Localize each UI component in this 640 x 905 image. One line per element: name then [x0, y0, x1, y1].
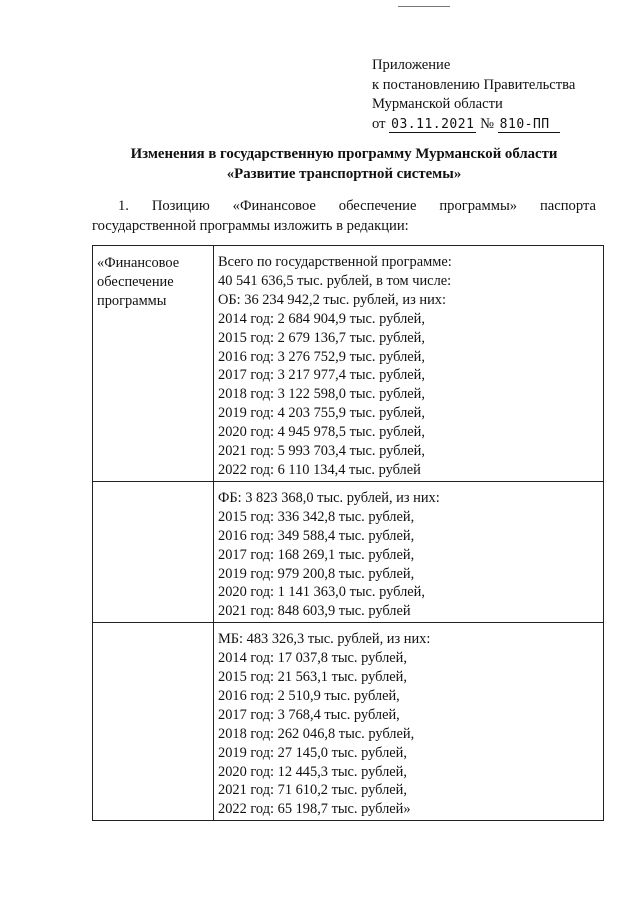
values-list [218, 630, 599, 819]
date-prefix: от [372, 115, 386, 132]
funding-value-line: 40 541 636,5 тыс. рублей, в том числе: [218, 272, 452, 289]
intro-word: обеспечение [338, 198, 417, 214]
regional-budget-cell [214, 246, 604, 482]
funding-value-line: 2019 год: 979 200,8 тыс. рублей, [218, 565, 415, 582]
table-row [93, 246, 604, 482]
funding-value-line: 2021 год: 71 610,2 тыс. рублей, [218, 782, 407, 799]
funding-value-line: 2020 год: 4 945 978,5 тыс. рублей, [218, 424, 425, 441]
label-line: программы [97, 292, 167, 309]
number-prefix: № [480, 115, 495, 132]
funding-value-line: 2015 год: 21 563,1 тыс. рублей, [218, 669, 407, 686]
empty-label-cell [93, 481, 214, 622]
title-line-2: «Развитие транспортной системы» [226, 165, 462, 182]
funding-value-line: 2019 год: 27 145,0 тыс. рублей, [218, 744, 407, 761]
funding-value-line: 2014 год: 2 684 904,9 тыс. рублей, [218, 310, 425, 327]
funding-value-line: МБ: 483 326,3 тыс. рублей, из них: [218, 631, 431, 648]
label-line: «Финансовое [97, 255, 180, 271]
intro-paragraph [92, 197, 596, 236]
municipal-budget-cell [214, 623, 604, 821]
funding-value-line: 2020 год: 12 445,3 тыс. рублей, [218, 763, 407, 780]
table-row [93, 481, 604, 622]
appendix-date-line [372, 115, 622, 135]
funding-value-line: ОБ: 36 234 942,2 тыс. рублей, из них: [218, 291, 446, 308]
table-row [93, 623, 604, 821]
resolution-date: 03.11.2021 [391, 116, 475, 132]
appendix-label: Приложение [372, 57, 451, 73]
appendix-region-line: Мурманской области [372, 96, 503, 112]
appendix-header [372, 56, 622, 134]
funding-value-line: 2016 год: 2 510,9 тыс. рублей, [218, 687, 400, 704]
funding-value-line: 2022 год: 65 198,7 тыс. рублей» [218, 801, 411, 818]
values-list [218, 489, 599, 621]
funding-value-line: 2015 год: 336 342,8 тыс. рублей, [218, 508, 415, 525]
empty-label-cell [93, 623, 214, 821]
intro-word: Позицию [151, 198, 210, 214]
funding-value-line: 2015 год: 2 679 136,7 тыс. рублей, [218, 329, 425, 346]
values-list [218, 253, 599, 480]
funding-value-line: 2017 год: 168 269,1 тыс. рублей, [218, 546, 415, 563]
funding-value-line: 2018 год: 262 046,8 тыс. рублей, [218, 725, 415, 742]
funding-value-line: 2016 год: 349 588,4 тыс. рублей, [218, 527, 415, 544]
intro-line-2: государственной программы изложить в редакции: [92, 217, 409, 234]
federal-budget-cell [214, 481, 604, 622]
intro-word: паспорта [539, 198, 596, 214]
funding-value-line: 2016 год: 3 276 752,9 тыс. рублей, [218, 348, 425, 365]
label-line: обеспечение [97, 273, 174, 290]
funding-label-cell [93, 246, 214, 482]
funding-value-line: 2021 год: 5 993 703,4 тыс. рублей, [218, 443, 425, 460]
funding-value-line: 2019 год: 4 203 755,9 тыс. рублей, [218, 405, 425, 422]
funding-value-line: 2017 год: 3 217 977,4 тыс. рублей, [218, 367, 425, 384]
title-line-1: Изменения в государственную программу Мурманской области [130, 146, 558, 162]
funding-value-line: 2017 год: 3 768,4 тыс. рублей, [218, 706, 400, 723]
funding-value-line: ФБ: 3 823 368,0 тыс. рублей, из них: [218, 489, 440, 506]
intro-word: «Финансовое [232, 198, 316, 214]
funding-value-line: Всего по государственной программе: [218, 254, 452, 270]
intro-word: программы» [439, 198, 518, 214]
funding-value-line: 2020 год: 1 141 363,0 тыс. рублей, [218, 584, 425, 601]
top-scan-mark [398, 6, 450, 7]
funding-table [92, 245, 604, 821]
funding-value-line: 2018 год: 3 122 598,0 тыс. рублей, [218, 386, 425, 403]
funding-value-line: 2021 год: 848 603,9 тыс. рублей [218, 603, 411, 620]
intro-word: 1. [118, 198, 129, 214]
document-title [92, 145, 596, 184]
resolution-number: 810-ПП [498, 117, 560, 133]
appendix-resolution-line: к постановлению Правительства [372, 76, 576, 93]
funding-value-line: 2022 год: 6 110 134,4 тыс. рублей [218, 461, 421, 478]
intro-line-1 [92, 197, 596, 217]
funding-value-line: 2014 год: 17 037,8 тыс. рублей, [218, 650, 407, 667]
